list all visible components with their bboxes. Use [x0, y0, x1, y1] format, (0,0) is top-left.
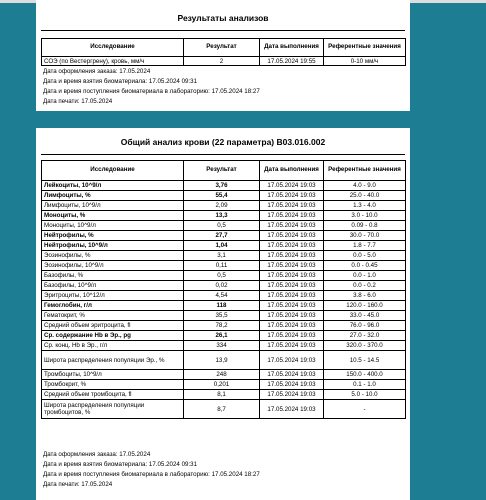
test-reference: 4.0 - 9.0	[324, 181, 406, 191]
table-row	[42, 251, 406, 261]
test-name: Средний объем тромбоцита, fl	[42, 390, 184, 400]
sample-received: Дата и время поступления биоматериала в лабораторию: 17.05.2024 18:27	[43, 88, 260, 95]
table-row	[42, 351, 406, 370]
test-reference: 120.0 - 160.0	[324, 301, 406, 311]
test-reference: 3.8 - 6.0	[324, 291, 406, 301]
table-row	[42, 211, 406, 221]
order-date: Дата оформления заказа: 17.05.2024	[43, 68, 151, 75]
test-result: 2,09	[184, 201, 260, 211]
test-date: 17.05.2024 19:03	[260, 231, 324, 241]
test-result: 26,1	[184, 331, 260, 341]
test-date: 17.05.2024 19:03	[260, 311, 324, 321]
test-result: 13,3	[184, 211, 260, 221]
print-date: Дата печати: 17.05.2024	[43, 481, 113, 488]
test-date: 17.05.2024 19:03	[260, 390, 324, 400]
test-name: Моноциты, 10^9/л	[42, 221, 184, 231]
test-date: 17.05.2024 19:03	[260, 380, 324, 390]
test-date: 17.05.2024 19:03	[260, 261, 324, 271]
print-date: Дата печати: 17.05.2024	[43, 98, 113, 105]
table-row	[42, 241, 406, 251]
test-result: 27,7	[184, 231, 260, 241]
test-result: 0,5	[184, 271, 260, 281]
section-title: Общий анализ крови (22 параметра) B03.016.002	[120, 137, 326, 147]
table-row	[42, 331, 406, 341]
header-result: Результат	[184, 39, 260, 57]
table-header-row	[42, 39, 406, 57]
header-date: Дата выполнения	[260, 39, 324, 57]
table-row	[42, 390, 406, 400]
test-result: 8,7	[184, 400, 260, 419]
test-result: 0,5	[184, 221, 260, 231]
table-row	[42, 311, 406, 321]
test-reference: 150.0 - 400.0	[324, 370, 406, 380]
test-date: 17.05.2024 19:03	[260, 341, 324, 351]
table-row	[42, 301, 406, 311]
sample-taken: Дата и время взятия биоматериала: 17.05.2024 09:31	[43, 78, 198, 85]
test-date: 17.05.2024 19:03	[260, 211, 324, 221]
test-result: 118	[184, 301, 260, 311]
test-name: СОЭ (по Вестергрену), кровь, мм/ч	[42, 57, 184, 66]
table-row	[42, 181, 406, 191]
test-name: Средний объем эритроцита, fl	[42, 321, 184, 331]
test-reference: 33.0 - 45.0	[324, 311, 406, 321]
test-result: 1,04	[184, 241, 260, 251]
test-reference: 0.0 - 1.0	[324, 271, 406, 281]
table-row	[42, 231, 406, 241]
test-name: Эритроциты, 10^12/л	[42, 291, 184, 301]
results-sheet-esr	[36, 0, 410, 111]
table-row	[42, 400, 406, 419]
test-result: 248	[184, 370, 260, 380]
test-name: Эозинофилы, 10^9/л	[42, 261, 184, 271]
test-name: Нейтрофилы, 10^9/л	[42, 241, 184, 251]
test-reference: 320.0 - 370.0	[324, 341, 406, 351]
test-reference: 1.3 - 4.0	[324, 201, 406, 211]
test-reference: 5.0 - 10.0	[324, 390, 406, 400]
test-date: 17.05.2024 19:03	[260, 221, 324, 231]
test-result: 334	[184, 341, 260, 351]
table-row	[42, 271, 406, 281]
test-date: 17.05.2024 19:03	[260, 291, 324, 301]
test-date: 17.05.2024 19:03	[260, 201, 324, 211]
table-row	[42, 201, 406, 211]
test-reference: 1.8 - 7.7	[324, 241, 406, 251]
table-header-row	[42, 161, 406, 181]
test-reference: -	[324, 400, 406, 419]
test-reference: 27.0 - 32.0	[324, 331, 406, 341]
test-result: 8,1	[184, 390, 260, 400]
test-reference: 0.0 - 0.45	[324, 261, 406, 271]
test-name: Широта распределения популяции тромбоцитов, %	[42, 400, 184, 419]
test-date: 17.05.2024 19:03	[260, 370, 324, 380]
table-row	[42, 380, 406, 390]
table-row	[42, 221, 406, 231]
test-result: 0,02	[184, 281, 260, 291]
sample-received: Дата и время поступления биоматериала в лабораторию: 17.05.2024 18:27	[43, 471, 260, 478]
test-result: 13,9	[184, 351, 260, 370]
test-name: Гематокрит, %	[42, 311, 184, 321]
section-title: Результаты анализов	[177, 13, 269, 23]
test-date: 17.05.2024 19:03	[260, 301, 324, 311]
test-name: Ср. конц. Hb в Эр., г/л	[42, 341, 184, 351]
test-result: 0,201	[184, 380, 260, 390]
test-result: 0,11	[184, 261, 260, 271]
test-name: Базофилы, %	[42, 271, 184, 281]
test-reference: 25.0 - 40.0	[324, 191, 406, 201]
test-result: 3,1	[184, 251, 260, 261]
table-row	[42, 57, 406, 66]
header-test: Исследование	[42, 39, 184, 57]
test-name: Тромбоциты, 10^9/л	[42, 370, 184, 380]
test-name: Лимфоциты, 10^9/л	[42, 201, 184, 211]
header-reference: Референтные значения	[324, 39, 406, 57]
order-date: Дата оформления заказа: 17.05.2024	[43, 451, 151, 458]
test-reference: 0.0 - 0.2	[324, 281, 406, 291]
test-name: Широта распределения популяции Эр., %	[42, 351, 184, 370]
test-reference: 30.0 - 70.0	[324, 231, 406, 241]
test-date: 17.05.2024 19:03	[260, 241, 324, 251]
test-reference: 10.5 - 14.5	[324, 351, 406, 370]
cbc-results-table	[41, 160, 406, 419]
test-name: Лейкоциты, 10^9/л	[42, 181, 184, 191]
test-name: Гемоглобин, г/л	[42, 301, 184, 311]
test-name: Лимфоциты, %	[42, 191, 184, 201]
test-date: 17.05.2024 19:03	[260, 181, 324, 191]
test-date: 17.05.2024 19:03	[260, 271, 324, 281]
table-row	[42, 341, 406, 351]
test-date: 17.05.2024 19:03	[260, 400, 324, 419]
table-row	[42, 321, 406, 331]
order-info	[43, 68, 260, 106]
test-result: 2	[184, 57, 260, 66]
results-sheet-cbc	[36, 128, 410, 500]
header-reference: Референтные значения	[324, 161, 406, 181]
title-divider	[41, 30, 405, 31]
test-reference: 0.0 - 5.0	[324, 251, 406, 261]
test-result: 78,2	[184, 321, 260, 331]
test-reference: 3.0 - 10.0	[324, 211, 406, 221]
results-table	[41, 38, 406, 66]
test-name: Эозинофилы, %	[42, 251, 184, 261]
sample-taken: Дата и время взятия биоматериала: 17.05.2024 09:31	[43, 461, 198, 468]
test-date: 17.05.2024 19:03	[260, 331, 324, 341]
test-name: Нейтрофилы, %	[42, 231, 184, 241]
test-reference: 0.1 - 1.0	[324, 380, 406, 390]
test-date: 17.05.2024 19:03	[260, 281, 324, 291]
test-name: Тромбокрит, %	[42, 380, 184, 390]
test-date: 17.05.2024 19:03	[260, 251, 324, 261]
test-date: 17.05.2024 19:03	[260, 321, 324, 331]
test-name: Базофилы, 10^9/л	[42, 281, 184, 291]
test-result: 55,4	[184, 191, 260, 201]
order-info	[43, 451, 260, 489]
table-row	[42, 191, 406, 201]
header-test: Исследование	[42, 161, 184, 181]
test-date: 17.05.2024 19:03	[260, 191, 324, 201]
table-row	[42, 281, 406, 291]
table-row	[42, 261, 406, 271]
test-date: 17.05.2024 19:55	[260, 57, 324, 66]
test-date: 17.05.2024 19:03	[260, 351, 324, 370]
test-result: 4,54	[184, 291, 260, 301]
table-row	[42, 291, 406, 301]
test-reference: 0.09 - 0.8	[324, 221, 406, 231]
table-row	[42, 370, 406, 380]
test-name: Моноциты, %	[42, 211, 184, 221]
test-result: 35,5	[184, 311, 260, 321]
header-result: Результат	[184, 161, 260, 181]
test-reference: 76.0 - 96.0	[324, 321, 406, 331]
title-divider	[41, 154, 405, 155]
test-reference: 0-10 мм/ч	[324, 57, 406, 66]
header-date: Дата выполнения	[260, 161, 324, 181]
test-result: 3,76	[184, 181, 260, 191]
test-name: Ср. содержание Hb в Эр., pg	[42, 331, 184, 341]
